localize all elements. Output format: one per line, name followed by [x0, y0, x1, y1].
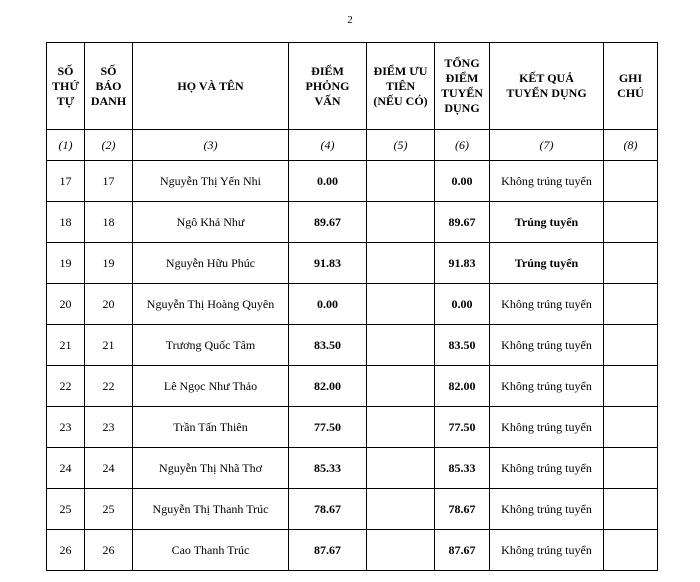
cell-note: [604, 366, 658, 407]
cell-stt: 18: [47, 202, 85, 243]
cell-sbd: 20: [85, 284, 133, 325]
cell-total-score: 87.67: [435, 530, 490, 571]
header-line: HỌ VÀ TÊN: [177, 78, 244, 93]
cell-result: Không trúng tuyển: [490, 284, 604, 325]
column-number-row: [47, 130, 658, 161]
cell-sbd: 18: [85, 202, 133, 243]
header-line: THỨ: [52, 78, 79, 93]
cell-note: [604, 284, 658, 325]
page-number: 2: [347, 14, 353, 26]
header-line: TỔNG: [444, 56, 480, 70]
cell-name: Nguyễn Hữu Phúc: [133, 243, 289, 284]
cell-interview-score: 89.67: [289, 202, 367, 243]
column-number: (2): [85, 130, 133, 161]
cell-result: Không trúng tuyển: [490, 366, 604, 407]
cell-total-score: 0.00: [435, 284, 490, 325]
cell-sbd: 26: [85, 530, 133, 571]
cell-priority-score: [367, 243, 435, 284]
column-number: (5): [367, 130, 435, 161]
cell-name: Nguyễn Thị Nhã Thơ: [133, 448, 289, 489]
cell-name: Nguyễn Thị Yến Nhi: [133, 161, 289, 202]
table-row: [47, 407, 658, 448]
cell-name: Trương Quốc Tâm: [133, 325, 289, 366]
header-priority: [367, 43, 435, 130]
cell-note: [604, 448, 658, 489]
cell-sbd: 22: [85, 366, 133, 407]
column-number: (6): [435, 130, 490, 161]
column-number: (3): [133, 130, 289, 161]
cell-name: Nguyễn Thị Hoàng Quyên: [133, 284, 289, 325]
cell-result: Không trúng tuyển: [490, 325, 604, 366]
cell-name: Trần Tấn Thiên: [133, 407, 289, 448]
cell-interview-score: 87.67: [289, 530, 367, 571]
table-row: [47, 489, 658, 530]
header-line: SỐ: [100, 63, 117, 78]
table-row: [47, 448, 658, 489]
cell-name: Nguyễn Thị Thanh Trúc: [133, 489, 289, 530]
column-number: (8): [604, 130, 658, 161]
cell-interview-score: 83.50: [289, 325, 367, 366]
cell-result: Không trúng tuyển: [490, 489, 604, 530]
cell-result: Không trúng tuyển: [490, 407, 604, 448]
table-row: [47, 366, 658, 407]
cell-priority-score: [367, 284, 435, 325]
cell-note: [604, 202, 658, 243]
header-line: DỤNG: [444, 101, 480, 115]
header-line: CHÚ: [617, 86, 644, 100]
cell-stt: 19: [47, 243, 85, 284]
column-number: (4): [289, 130, 367, 161]
header-line: TIÊN: [385, 78, 416, 93]
cell-note: [604, 407, 658, 448]
header-line: TUYỂN: [440, 86, 483, 100]
cell-interview-score: 77.50: [289, 407, 367, 448]
cell-stt: 22: [47, 366, 85, 407]
cell-note: [604, 325, 658, 366]
cell-result: Không trúng tuyển: [490, 448, 604, 489]
cell-priority-score: [367, 202, 435, 243]
cell-note: [604, 530, 658, 571]
header-line: TỰ: [56, 93, 75, 108]
table-row: [47, 243, 658, 284]
header-result: [490, 43, 604, 130]
cell-priority-score: [367, 448, 435, 489]
table-row: [47, 284, 658, 325]
cell-stt: 17: [47, 161, 85, 202]
header-line: GHI: [618, 71, 643, 85]
cell-priority-score: [367, 489, 435, 530]
cell-total-score: 85.33: [435, 448, 490, 489]
header-line: TUYỂN DỤNG: [506, 86, 587, 100]
cell-interview-score: 0.00: [289, 161, 367, 202]
cell-interview-score: 78.67: [289, 489, 367, 530]
cell-note: [604, 489, 658, 530]
cell-sbd: 23: [85, 407, 133, 448]
cell-result: Không trúng tuyển: [490, 530, 604, 571]
cell-result: Trúng tuyển: [490, 243, 604, 284]
cell-result: Trúng tuyển: [490, 202, 604, 243]
header-line: BÁO: [95, 78, 122, 93]
header-line: VẤN: [314, 93, 341, 108]
header-line: ĐIỂM: [445, 71, 479, 85]
cell-stt: 21: [47, 325, 85, 366]
cell-stt: 25: [47, 489, 85, 530]
cell-total-score: 91.83: [435, 243, 490, 284]
cell-stt: 23: [47, 407, 85, 448]
cell-priority-score: [367, 325, 435, 366]
table-row: [47, 325, 658, 366]
header-name: [133, 43, 289, 130]
column-number: (7): [490, 130, 604, 161]
cell-result: Không trúng tuyển: [490, 161, 604, 202]
header-line: DANH: [90, 93, 127, 108]
cell-total-score: 82.00: [435, 366, 490, 407]
cell-name: Ngô Khả Như: [133, 202, 289, 243]
cell-note: [604, 243, 658, 284]
header-stt: [47, 43, 85, 130]
header-line: SỐ: [57, 63, 74, 78]
cell-stt: 24: [47, 448, 85, 489]
cell-sbd: 19: [85, 243, 133, 284]
results-table: [46, 42, 658, 571]
table-row: [47, 161, 658, 202]
header-sbd: [85, 43, 133, 130]
cell-name: Cao Thanh Trúc: [133, 530, 289, 571]
cell-priority-score: [367, 161, 435, 202]
cell-interview-score: 85.33: [289, 448, 367, 489]
cell-stt: 20: [47, 284, 85, 325]
header-row: [47, 43, 658, 130]
cell-note: [604, 161, 658, 202]
cell-total-score: 83.50: [435, 325, 490, 366]
cell-total-score: 78.67: [435, 489, 490, 530]
cell-sbd: 21: [85, 325, 133, 366]
cell-interview-score: 82.00: [289, 366, 367, 407]
cell-priority-score: [367, 407, 435, 448]
cell-total-score: 0.00: [435, 161, 490, 202]
cell-total-score: 89.67: [435, 202, 490, 243]
cell-priority-score: [367, 530, 435, 571]
cell-name: Lê Ngọc Như Thảo: [133, 366, 289, 407]
header-note: [604, 43, 658, 130]
table-body: [47, 161, 658, 571]
cell-interview-score: 0.00: [289, 284, 367, 325]
column-number: (1): [47, 130, 85, 161]
header-line: PHỎNG: [305, 78, 350, 93]
cell-sbd: 24: [85, 448, 133, 489]
table-row: [47, 530, 658, 571]
header-line: ĐIỂM: [311, 63, 344, 78]
cell-sbd: 17: [85, 161, 133, 202]
cell-priority-score: [367, 366, 435, 407]
header-line: (NẾU CÓ): [373, 93, 428, 108]
table-row: [47, 202, 658, 243]
header-total: [435, 43, 490, 130]
cell-stt: 26: [47, 530, 85, 571]
header-line: ĐIỂM ƯU: [373, 63, 428, 78]
cell-interview-score: 91.83: [289, 243, 367, 284]
cell-total-score: 77.50: [435, 407, 490, 448]
header-line: KẾT QUẢ: [519, 71, 574, 85]
cell-sbd: 25: [85, 489, 133, 530]
header-interview: [289, 43, 367, 130]
